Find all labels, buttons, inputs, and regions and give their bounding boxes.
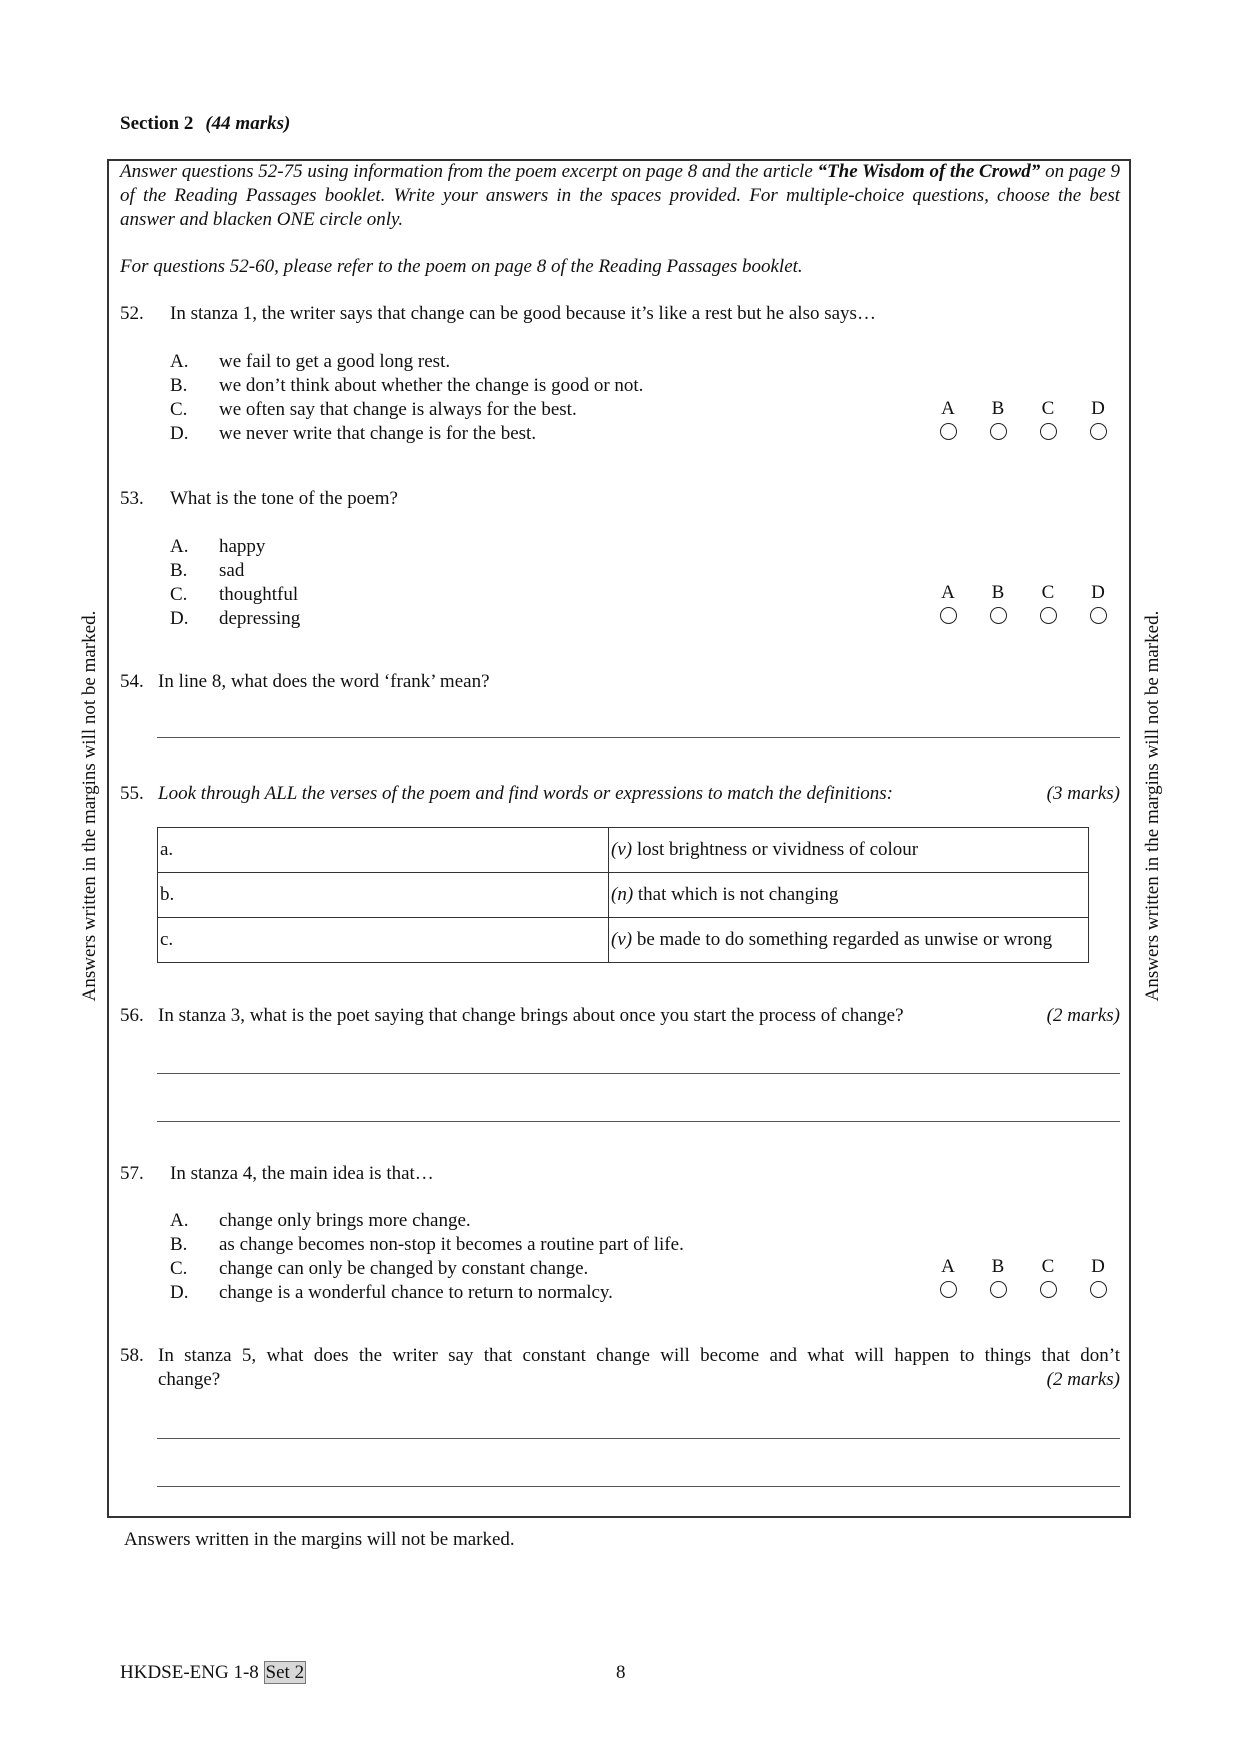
answer-line[interactable] bbox=[157, 737, 1120, 738]
answer-line[interactable] bbox=[157, 1438, 1120, 1439]
question-text: In stanza 1, the writer says that change can be good because it’s like a rest but he also says… bbox=[170, 303, 876, 324]
option-text: thoughtful bbox=[219, 584, 299, 605]
option-letter: B. bbox=[170, 560, 188, 581]
option-text: happy bbox=[219, 536, 266, 557]
question-text: In line 8, what does the word ‘frank’ mean? bbox=[158, 671, 490, 692]
answer-line[interactable] bbox=[157, 1073, 1120, 1074]
bubble-label: B bbox=[991, 1256, 1005, 1277]
circle-icon[interactable] bbox=[1040, 607, 1057, 624]
bubble-d[interactable] bbox=[1085, 583, 1111, 624]
article-title: “The Wisdom of the Crowd” bbox=[817, 161, 1041, 182]
definition-cell bbox=[609, 873, 1089, 918]
question-text: What is the tone of the poem? bbox=[170, 488, 398, 509]
definitions-table bbox=[157, 827, 1089, 963]
definition-text: be made to do something regarded as unwise or wrong bbox=[632, 929, 1053, 950]
instructions-sub: For questions 52-60, please refer to the poem on page 8 of the Reading Passages booklet. bbox=[120, 256, 803, 277]
answer-cell[interactable] bbox=[158, 873, 609, 918]
bubble-label: D bbox=[1091, 582, 1105, 603]
right-margin-note: Answers written in the margins will not be marked. bbox=[1142, 610, 1163, 1002]
answer-line[interactable] bbox=[157, 1486, 1120, 1487]
answer-bubbles bbox=[935, 399, 1115, 449]
section-heading bbox=[120, 113, 290, 135]
bubble-b[interactable] bbox=[985, 583, 1011, 624]
answer-line[interactable] bbox=[157, 1121, 1120, 1122]
bubble-label: B bbox=[991, 582, 1005, 603]
circle-icon[interactable] bbox=[1040, 1281, 1057, 1298]
bubble-label: A bbox=[941, 582, 955, 603]
bubble-d[interactable] bbox=[1085, 1257, 1111, 1298]
answer-bubbles bbox=[935, 583, 1115, 633]
option-text: change can only be changed by constant change. bbox=[219, 1258, 589, 1279]
row-label: c. bbox=[160, 929, 174, 950]
question-text: In stanza 4, the main idea is that… bbox=[170, 1163, 434, 1184]
bubble-label: D bbox=[1091, 1256, 1105, 1277]
bubble-c[interactable] bbox=[1035, 399, 1061, 440]
definition-text: lost brightness or vividness of colour bbox=[632, 839, 919, 860]
option-letter: B. bbox=[170, 1234, 188, 1255]
question-number: 57. bbox=[120, 1163, 144, 1184]
question-marks: (3 marks) bbox=[1046, 783, 1120, 804]
circle-icon[interactable] bbox=[1090, 607, 1107, 624]
part-of-speech: (v) bbox=[611, 929, 633, 950]
table-row bbox=[158, 918, 1089, 963]
part-of-speech: (v) bbox=[611, 839, 633, 860]
option-letter: A. bbox=[170, 1210, 189, 1231]
exam-code: HKDSE-ENG 1-8 bbox=[120, 1662, 264, 1683]
question-number: 55. bbox=[120, 783, 144, 804]
instructions-text-1: Answer questions 52-75 using information from the poem excerpt on page 8 and the article bbox=[120, 161, 818, 182]
table-row bbox=[158, 873, 1089, 918]
instructions-text-2: on page 9 of the Reading Passages booklet. Write your answers in the spaces provided. For multiple-choice questions, choose the best answer and blacken ONE circle only. bbox=[120, 161, 1121, 230]
question-number: 56. bbox=[120, 1005, 144, 1026]
question-marks: (2 marks) bbox=[1046, 1005, 1120, 1026]
question-text-cont: change? bbox=[158, 1369, 221, 1390]
circle-icon[interactable] bbox=[1090, 423, 1107, 440]
row-label: b. bbox=[160, 884, 175, 905]
option-text: change is a wonderful chance to return to normalcy. bbox=[219, 1282, 613, 1303]
question-text: In stanza 3, what is the poet saying that change brings about once you start the process of change? bbox=[158, 1005, 904, 1026]
option-text: we never write that change is for the best. bbox=[219, 423, 537, 444]
bubble-label: A bbox=[941, 398, 955, 419]
bubble-label: B bbox=[991, 398, 1005, 419]
circle-icon[interactable] bbox=[1090, 1281, 1107, 1298]
page-number: 8 bbox=[616, 1662, 626, 1683]
bubble-c[interactable] bbox=[1035, 583, 1061, 624]
footer-code bbox=[120, 1662, 306, 1684]
option-letter: A. bbox=[170, 351, 189, 372]
circle-icon[interactable] bbox=[990, 607, 1007, 624]
bubble-c[interactable] bbox=[1035, 1257, 1061, 1298]
question-text: In stanza 5, what does the writer say that constant change will become and what will happen to things that don’t bbox=[158, 1345, 1120, 1366]
bubble-b[interactable] bbox=[985, 399, 1011, 440]
bubble-b[interactable] bbox=[985, 1257, 1011, 1298]
definition-text: that which is not changing bbox=[633, 884, 839, 905]
question-number: 52. bbox=[120, 303, 144, 324]
option-text: sad bbox=[219, 560, 245, 581]
question-marks: (2 marks) bbox=[1046, 1369, 1120, 1390]
option-letter: C. bbox=[170, 399, 188, 420]
option-letter: B. bbox=[170, 375, 188, 396]
option-text: we fail to get a good long rest. bbox=[219, 351, 451, 372]
bubble-d[interactable] bbox=[1085, 399, 1111, 440]
option-text: change only brings more change. bbox=[219, 1210, 471, 1231]
bubble-label: D bbox=[1091, 398, 1105, 419]
left-margin-note: Answers written in the margins will not be marked. bbox=[79, 610, 100, 1002]
instructions bbox=[120, 160, 1120, 232]
bubble-label: C bbox=[1041, 1256, 1055, 1277]
set-label: Set 2 bbox=[265, 1662, 305, 1683]
option-letter: C. bbox=[170, 584, 188, 605]
option-letter: C. bbox=[170, 1258, 188, 1279]
circle-icon[interactable] bbox=[990, 423, 1007, 440]
option-letter: D. bbox=[170, 1282, 189, 1303]
question-text: Look through ALL the verses of the poem and find words or expressions to match the definitions: bbox=[158, 783, 893, 804]
option-text: as change becomes non-stop it becomes a routine part of life. bbox=[219, 1234, 684, 1255]
definition-cell bbox=[609, 828, 1089, 873]
bubble-a[interactable] bbox=[935, 1257, 961, 1298]
answer-cell[interactable] bbox=[158, 918, 609, 963]
answer-bubbles bbox=[935, 1257, 1115, 1307]
question-number: 54. bbox=[120, 671, 144, 692]
circle-icon[interactable] bbox=[1040, 423, 1057, 440]
definition-cell bbox=[609, 918, 1089, 963]
question-number: 53. bbox=[120, 488, 144, 509]
circle-icon[interactable] bbox=[990, 1281, 1007, 1298]
circle-icon[interactable] bbox=[940, 423, 957, 440]
row-label: a. bbox=[160, 839, 174, 860]
option-text: we don’t think about whether the change is good or not. bbox=[219, 375, 644, 396]
option-letter: D. bbox=[170, 608, 189, 629]
bubble-label: C bbox=[1041, 582, 1055, 603]
bubble-label: A bbox=[941, 1256, 955, 1277]
bubble-a[interactable] bbox=[935, 399, 961, 440]
circle-icon[interactable] bbox=[940, 1281, 957, 1298]
option-letter: D. bbox=[170, 423, 189, 444]
circle-icon[interactable] bbox=[940, 607, 957, 624]
bubble-a[interactable] bbox=[935, 583, 961, 624]
option-text: depressing bbox=[219, 608, 301, 629]
option-text: we often say that change is always for the best. bbox=[219, 399, 577, 420]
bottom-margin-note: Answers written in the margins will not be marked. bbox=[124, 1529, 515, 1550]
bubble-label: C bbox=[1041, 398, 1055, 419]
answer-cell[interactable] bbox=[158, 828, 609, 873]
section-title: Section 2 bbox=[120, 113, 194, 134]
option-letter: A. bbox=[170, 536, 189, 557]
question-number: 58. bbox=[120, 1345, 144, 1366]
section-marks: (44 marks) bbox=[205, 113, 291, 134]
table-row bbox=[158, 828, 1089, 873]
part-of-speech: (n) bbox=[611, 884, 634, 905]
